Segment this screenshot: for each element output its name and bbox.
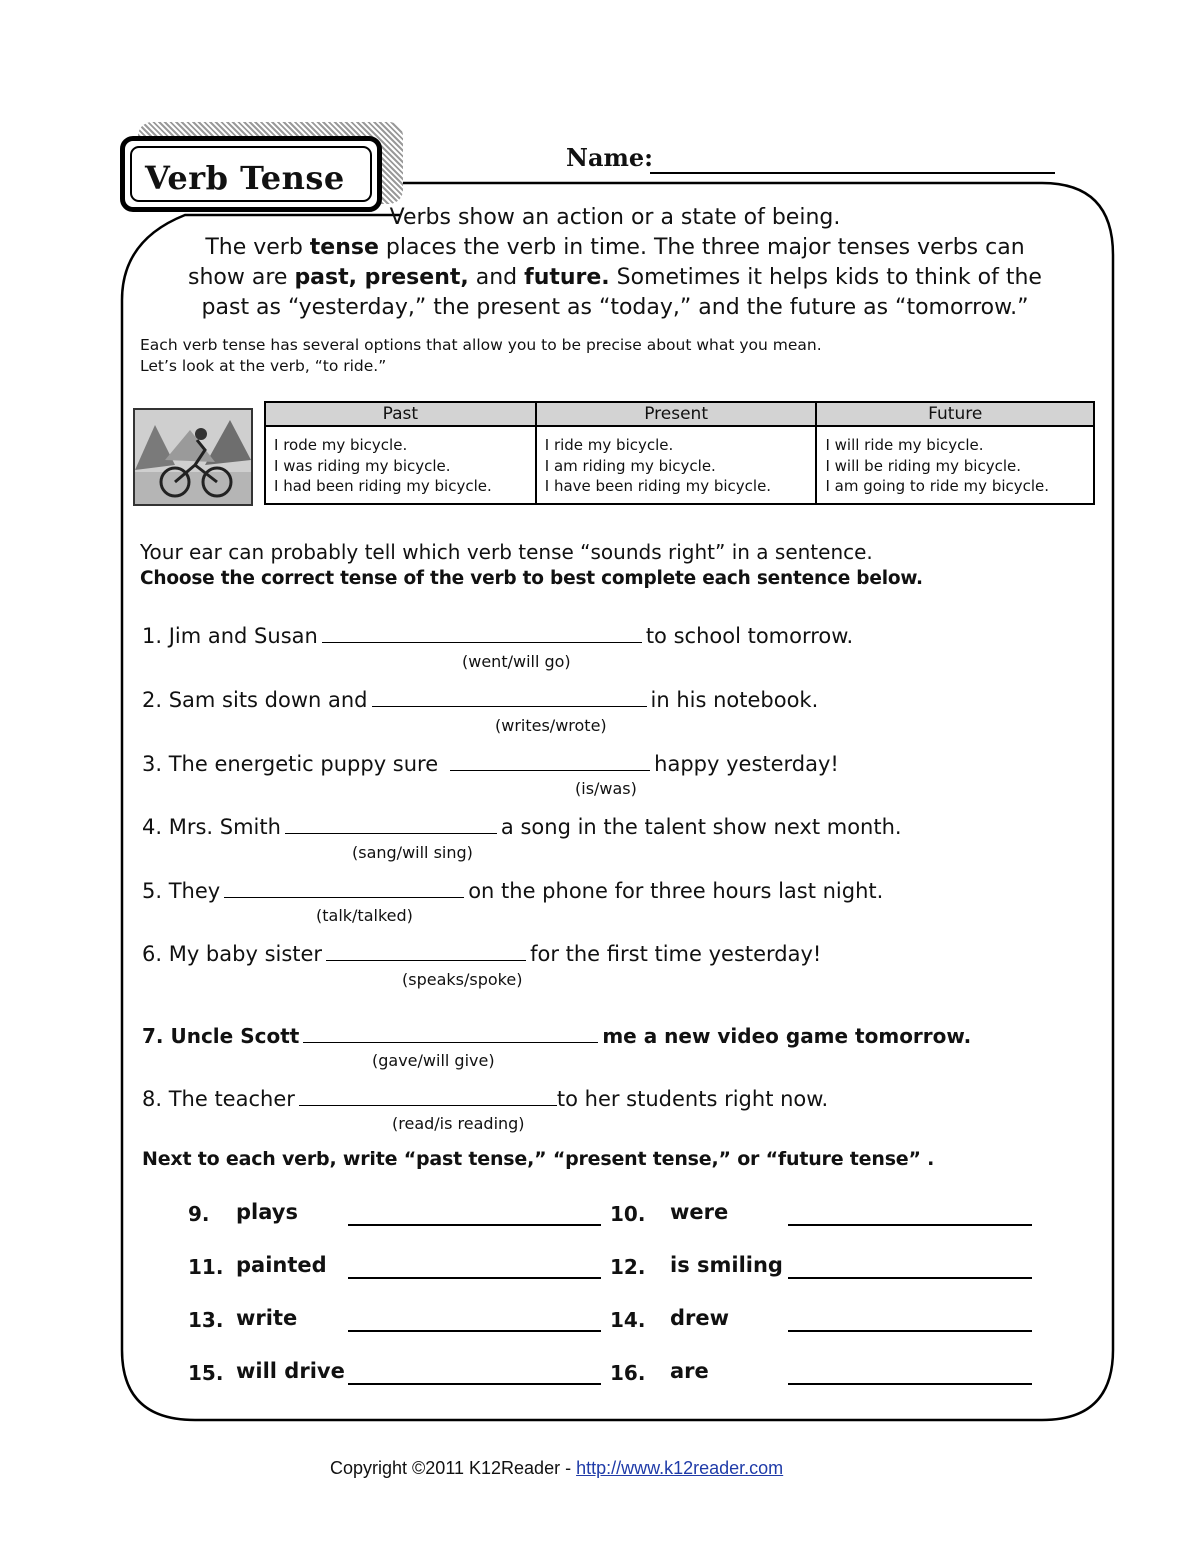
question-1: 1. Jim and Susan to school tomorrow. bbox=[142, 624, 854, 648]
page-title: Verb Tense bbox=[145, 159, 345, 197]
question-hint: (writes/wrote) bbox=[495, 716, 607, 735]
tense-header: Past bbox=[265, 402, 536, 426]
answer-blank[interactable] bbox=[303, 1022, 598, 1043]
title-box bbox=[120, 136, 382, 212]
footer bbox=[330, 1458, 783, 1479]
verb-answer-line[interactable] bbox=[348, 1224, 601, 1226]
answer-blank[interactable] bbox=[299, 1085, 557, 1106]
tense-cell-past: I rode my bicycle. I was riding my bicycle. I had been riding my bicycle. bbox=[265, 426, 536, 504]
verb-answer-line[interactable] bbox=[788, 1277, 1032, 1279]
verb-answer-line[interactable] bbox=[788, 1224, 1032, 1226]
note-text: Each verb tense has several options that allow you to be precise about what you mean. Let’s look at the verb, “to ride.” bbox=[140, 336, 822, 375]
question-7: 7. Uncle Scott me a new video game tomorrow. bbox=[142, 1024, 972, 1048]
verb-answer-line[interactable] bbox=[348, 1330, 601, 1332]
question-hint: (speaks/spoke) bbox=[402, 970, 523, 989]
verb-number: 14. bbox=[610, 1308, 646, 1332]
question-hint: (is/was) bbox=[575, 779, 637, 798]
answer-blank[interactable] bbox=[322, 622, 642, 643]
question-8: 8. The teacher to her students right now. bbox=[142, 1087, 829, 1111]
tense-header: Present bbox=[536, 402, 817, 426]
tense-table bbox=[264, 401, 1095, 505]
answer-blank[interactable] bbox=[326, 940, 526, 961]
name-label: Name: bbox=[566, 143, 654, 172]
verb-word: were bbox=[670, 1200, 729, 1224]
question-hint: (read/is reading) bbox=[392, 1114, 525, 1133]
verb-word: plays bbox=[236, 1200, 298, 1224]
tense-cell-present: I ride my bicycle. I am riding my bicycle. I have been riding my bicycle. bbox=[536, 426, 817, 504]
verb-number: 9. bbox=[188, 1202, 210, 1226]
verb-number: 15. bbox=[188, 1361, 224, 1385]
verb-answer-line[interactable] bbox=[348, 1383, 601, 1385]
bicycle-rider-image bbox=[133, 408, 253, 506]
verb-word: write bbox=[236, 1306, 298, 1330]
verb-number: 16. bbox=[610, 1361, 646, 1385]
verb-word: will drive bbox=[236, 1359, 345, 1383]
question-hint: (gave/will give) bbox=[372, 1051, 495, 1070]
question-5: 5. They on the phone for three hours last night. bbox=[142, 879, 884, 903]
footer-link[interactable]: http://www.k12reader.com bbox=[576, 1458, 784, 1478]
question-4: 4. Mrs. Smith a song in the talent show next month. bbox=[142, 815, 902, 839]
question-hint: (talk/talked) bbox=[316, 906, 413, 925]
verb-number: 12. bbox=[610, 1255, 646, 1279]
answer-blank[interactable] bbox=[285, 813, 497, 834]
verb-instructions: Next to each verb, write “past tense,” “present tense,” or “future tense” . bbox=[142, 1148, 935, 1170]
copyright-text: Copyright ©2011 K12Reader - bbox=[330, 1458, 577, 1478]
verb-word: drew bbox=[670, 1306, 730, 1330]
instructions-line1: Your ear can probably tell which verb tense “sounds right” in a sentence. bbox=[140, 540, 873, 564]
verb-word: painted bbox=[236, 1253, 327, 1277]
question-6: 6. My baby sister for the first time yesterday! bbox=[142, 942, 822, 966]
verb-answer-line[interactable] bbox=[788, 1330, 1032, 1332]
question-3: 3. The energetic puppy sure happy yesterday! bbox=[142, 752, 839, 776]
tense-cell-future: I will ride my bicycle. I will be riding my bicycle. I am going to ride my bicycle. bbox=[816, 426, 1094, 504]
verb-word: is smiling bbox=[670, 1253, 783, 1277]
verb-number: 10. bbox=[610, 1202, 646, 1226]
verb-number: 11. bbox=[188, 1255, 224, 1279]
verb-word: are bbox=[670, 1359, 709, 1383]
verb-number: 13. bbox=[188, 1308, 224, 1332]
question-hint: (went/will go) bbox=[462, 652, 571, 671]
question-2: 2. Sam sits down and in his notebook. bbox=[142, 688, 819, 712]
answer-blank[interactable] bbox=[224, 877, 464, 898]
name-field[interactable] bbox=[650, 172, 1055, 174]
question-hint: (sang/will sing) bbox=[352, 843, 473, 862]
answer-blank[interactable] bbox=[372, 686, 647, 707]
intro-paragraph: Verbs show an action or a state of being. The verb tense places the verb in time. The three major tenses verbs can show are past, present, and future. Sometimes it helps kids to think of the past as “yesterday,” the present as “today,” and the future as “tomorrow.” bbox=[188, 205, 1042, 320]
tense-header: Future bbox=[816, 402, 1094, 426]
verb-answer-line[interactable] bbox=[348, 1277, 601, 1279]
verb-answer-line[interactable] bbox=[788, 1383, 1032, 1385]
instructions-line2: Choose the correct tense of the verb to best complete each sentence below. bbox=[140, 568, 923, 589]
answer-blank[interactable] bbox=[450, 750, 650, 771]
